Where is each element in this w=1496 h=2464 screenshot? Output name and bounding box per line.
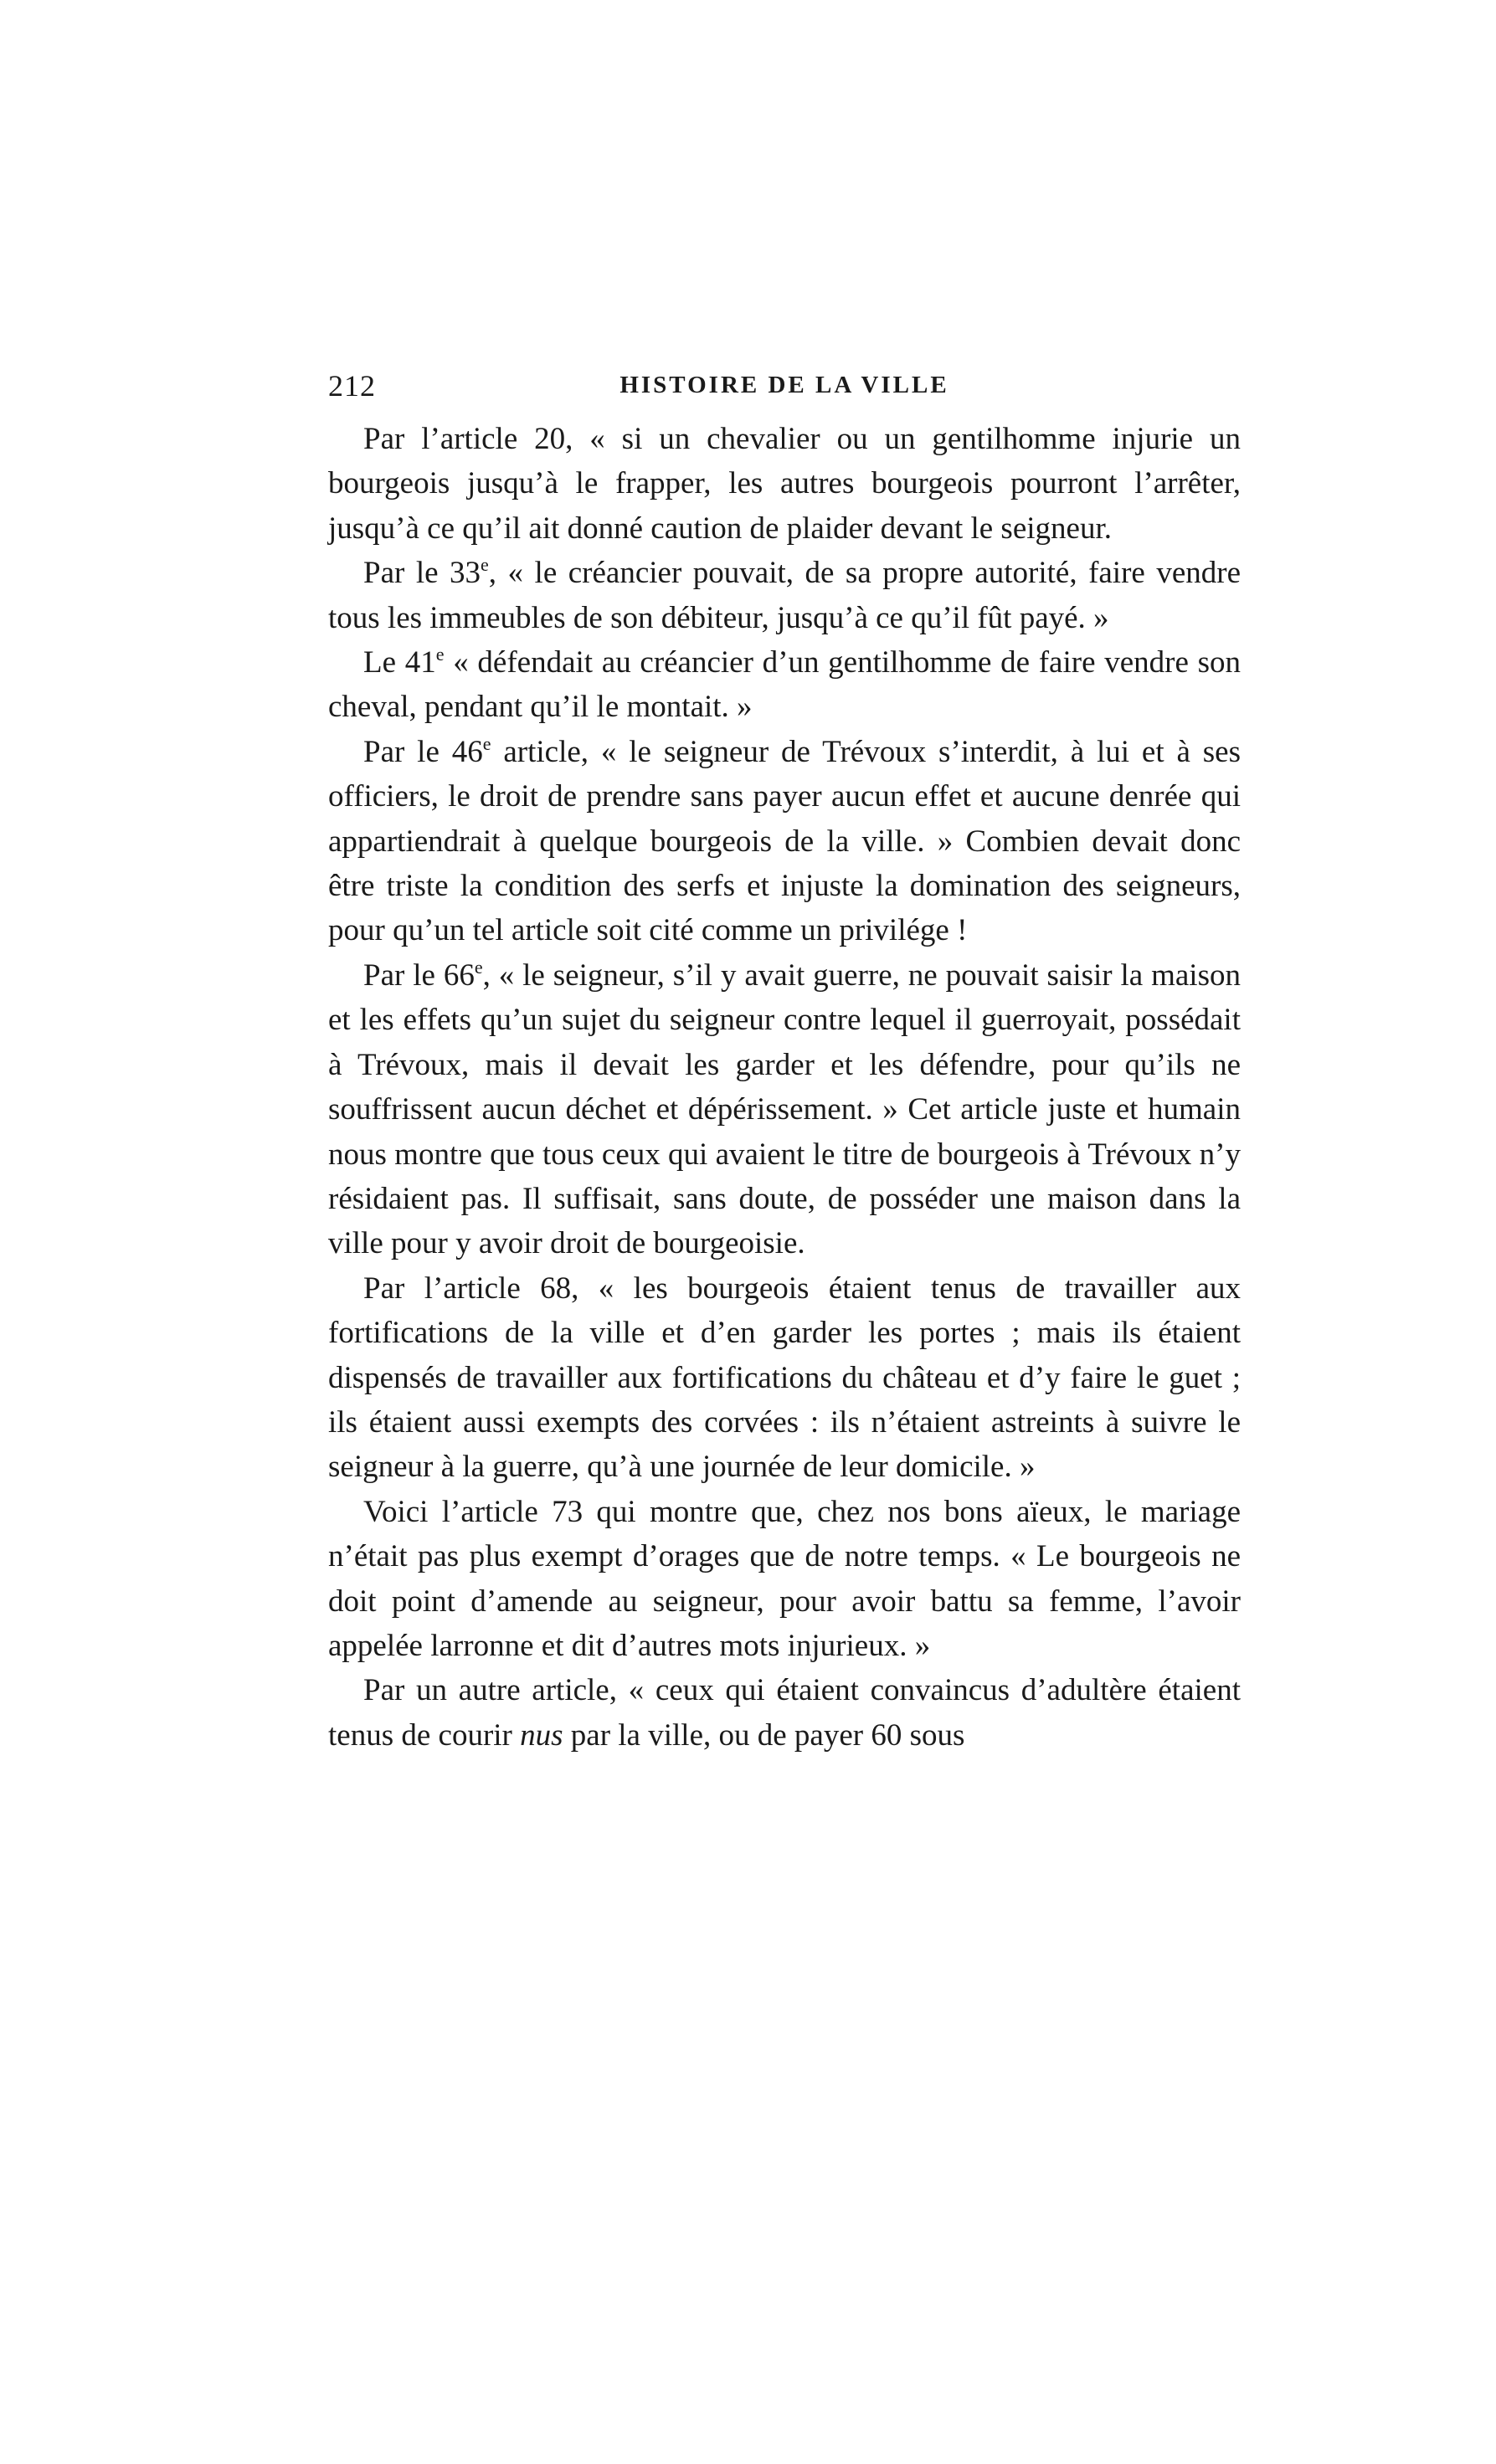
paragraph-text: Par le 33	[363, 556, 481, 591]
body-text	[328, 417, 1241, 1758]
running-title: HISTOIRE DE LA VILLE	[619, 372, 949, 398]
ordinal-suffix: e	[435, 644, 445, 665]
paragraph-text: article, « le seigneur de Trévoux s’interdit, à lui et à ses officiers, le droit de prendre sans payer aucun effet et aucune denrée qui appartiendrait à quelque bourgeois de la ville. » Combien devait donc être triste la condition des serfs et injuste la domination des seigneurs, pour qu’un tel article soit cité comme un privilége !	[328, 734, 1241, 948]
page-number: 212	[328, 369, 376, 403]
paragraph-adultery-article	[328, 1668, 1241, 1758]
ordinal-suffix: e	[481, 554, 489, 576]
paragraph-text: , « le créancier pouvait, de sa propre autorité, faire vendre tous les immeubles de son débiteur, jusqu’à ce qu’il fût payé. »	[328, 556, 1241, 635]
ordinal-suffix: e	[482, 732, 491, 754]
paragraph-text: , « le seigneur, s’il y avait guerre, ne pouvait saisir la maison et les effets qu’un sujet du seigneur contre lequel il guerroyait, possédait à Trévoux, mais il devait les garder et les défendre, pour qu’ils ne souffrissent aucun déchet et dépérissement. » Cet article juste et humain nous montre que tous ceux qui avaient le titre de bourgeois à Trévoux n’y résidaient pas. Il suffisait, sans doute, de posséder une maison dans la ville pour y avoir droit de bourgeoisie.	[328, 957, 1241, 1261]
paragraph-text: Par le 46	[363, 734, 483, 769]
paragraph-text: Par un autre article, « ceux qui étaient convaincus d’adultère étaient tenus de courir	[328, 1673, 1241, 1753]
paragraph-text: Par le 66	[363, 957, 475, 993]
paragraph-article-68: Par l’article 68, « les bourgeois étaient tenus de travailler aux fortifications de la ville et d’en garder les portes ; mais ils étaient dispensés de travailler aux fortifications du château et d’y faire le guet ; ils étaient aussi exempts des corvées : ils n’étaient astreints à suivre le seigneur à la guerre, qu’à une journée de leur domicile. »	[328, 1270, 1241, 1485]
paragraph-article-41	[328, 640, 1241, 730]
paragraph-text: par la ville, ou de payer 60 sous	[563, 1717, 965, 1753]
paragraph-article-20: Par l’article 20, « si un chevalier ou un gentilhomme injurie un bourgeois jusqu’à le frapper, les autres bourgeois pourront l’arrêter, jusqu’à ce qu’il ait donné caution de plaider devant le seigneur.	[328, 422, 1241, 546]
paragraph-article-66	[328, 953, 1241, 1266]
paragraph-article-73: Voici l’article 73 qui montre que, chez nos bons aïeux, le mariage n’était pas plus exempt d’orages que de notre temps. « Le bourgeois ne doit point d’amende au seigneur, pour avoir battu sa femme, l’avoir appelée larronne et dit d’autres mots injurieux. »	[328, 1494, 1241, 1663]
italic-word: nus	[520, 1717, 563, 1753]
paragraph-text: Le 41	[363, 645, 436, 680]
paragraph-text: « défendait au créancier d’un gentilhomme de faire vendre son cheval, pendant qu’il le montait. »	[328, 645, 1241, 725]
ordinal-suffix: e	[474, 956, 483, 978]
running-head	[328, 368, 1241, 402]
paragraph-article-33	[328, 551, 1241, 640]
paragraph-article-46	[328, 730, 1241, 953]
